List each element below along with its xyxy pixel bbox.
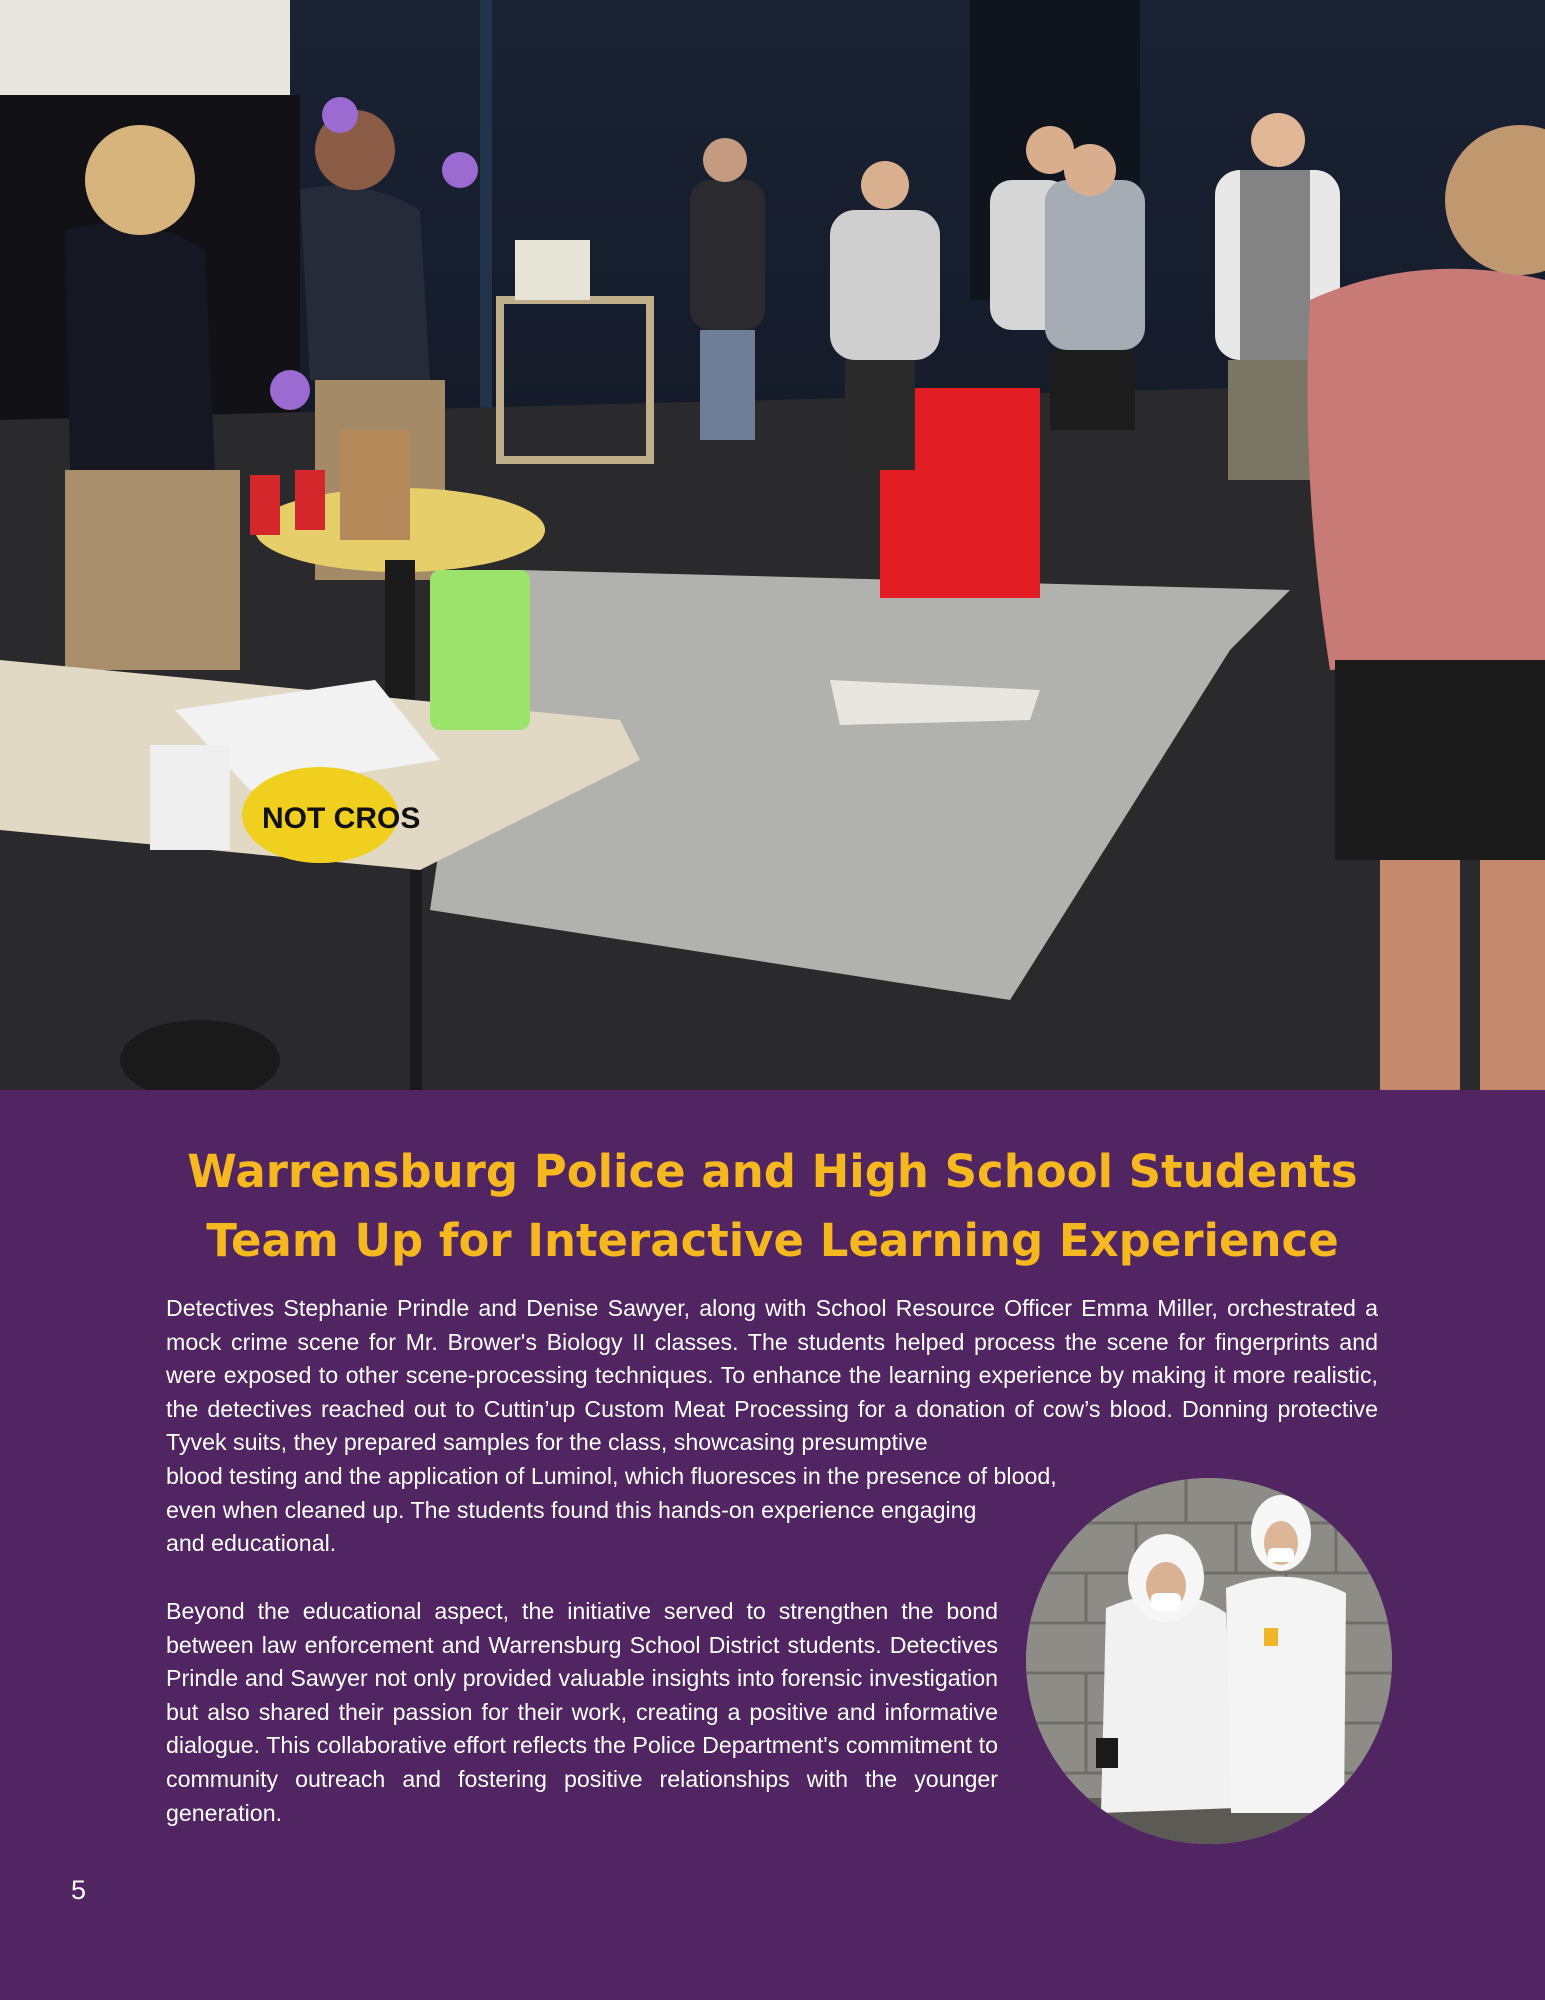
detectives-tyvek-portrait [1026,1478,1392,1844]
stage-pillar [480,0,492,420]
article-headline [120,1137,1425,1275]
portrait-illustration [1026,1478,1392,1844]
headline-line-1: Warrensburg Police and High School Students [187,1145,1358,1198]
cart-box [515,240,590,300]
evidence-box [150,745,230,850]
evidence-bag [430,570,530,730]
paragraph-1-line-b: even when cleaned up. The students found this hands-on experience engaging [166,1496,977,1523]
red-cups [250,475,280,535]
headline-line-2: Team Up for Interactive Learning Experience [206,1214,1339,1267]
page-number: 5 [71,1875,87,1905]
paragraph-1-line-a: blood testing and the application of Luminol, which fluoresces in the presence of blood, [166,1463,1057,1489]
projection-screen [0,0,290,95]
article-paragraph-2: Beyond the educational aspect, the initiative served to strengthen the bond between law enforcement and Warrensburg School District students. Detectives Prindle and Sawyer not only provided valuable insights into forensic investigation but also shared their passion for their work, creating a positive and informative dialogue. This collaborative effort reflects the Police Department's commitment to community outreach and fostering positive relationships with the younger generation. [166,1598,998,1826]
paragraph-1-line-c: and educational. [166,1530,337,1557]
article-paragraph-1: Detectives Stephanie Prindle and Denise Sawyer, along with School Resource Officer Emma Miller, orchestrated a mock crime scene for Mr. Brower's Biology II classes. The students helped process the scene for fingerprints and were exposed to other scene-processing techniques. To enhance the learning experience by making it more realistic, the detectives reached out to Cuttin’up Custom Meat Processing for a donation of cow’s blood. Donning protective Tyvek suits, they prepared samples for the class, showcasing presumptive [166,1295,1378,1456]
svg-text:NOT CROS: NOT CROS [262,802,421,835]
paper-bag [340,430,410,540]
